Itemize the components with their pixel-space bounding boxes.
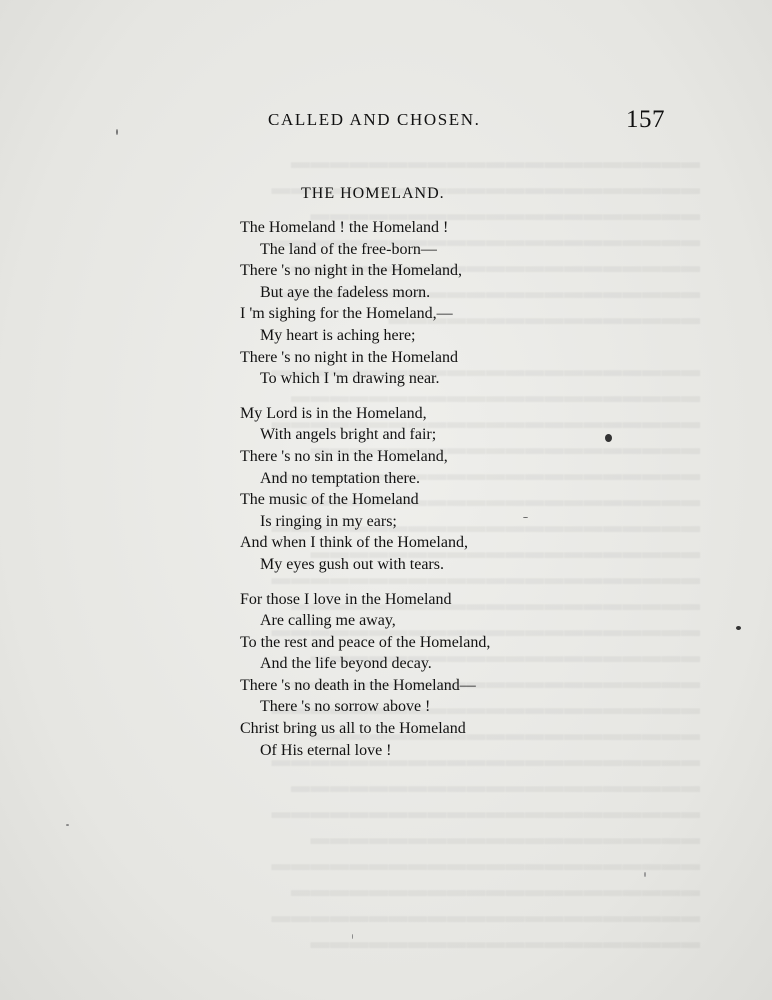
poem-line: There 's no death in the Homeland— [240, 676, 476, 694]
ink-speck [736, 626, 741, 630]
ink-speck [605, 434, 612, 442]
poem-line: To which I 'm drawing near. [260, 370, 440, 388]
poem-line: But aye the fadeless morn. [260, 283, 431, 301]
poem-line: The music of the Homeland [240, 491, 419, 509]
poem-line: My heart is aching here; [260, 326, 416, 344]
stanza [240, 403, 560, 576]
poem-line: Of His eternal love ! [260, 741, 392, 759]
poem-line: The Homeland ! the Homeland ! [240, 219, 449, 236]
poem-line: Is ringing in my ears; [260, 512, 397, 530]
ink-speck [644, 872, 646, 877]
poem-body [240, 217, 560, 761]
poem-title: THE HOMELAND. [301, 185, 445, 202]
ink-speck [116, 129, 118, 135]
poem-line: My Lord is in the Homeland, [240, 404, 427, 422]
poem-line: Christ bring us all to the Homeland [240, 720, 466, 738]
stanza [240, 589, 560, 762]
poem-line: I 'm sighing for the Homeland,— [240, 305, 453, 323]
poem-line: The land of the free-born— [260, 240, 437, 258]
poem-line: And when I think of the Homeland, [240, 534, 468, 552]
ink-speck [352, 934, 353, 939]
poem-line: To the rest and peace of the Homeland, [240, 633, 491, 651]
page-number: 157 [626, 106, 665, 133]
running-head: CALLED AND CHOSEN. [268, 110, 481, 129]
poem-line: And no temptation there. [260, 469, 420, 487]
poem-line: There 's no sorrow above ! [260, 698, 431, 716]
ink-speck [66, 824, 69, 826]
poem-line: There 's no night in the Homeland, [240, 262, 462, 280]
poem-line: There 's no sin in the Homeland, [240, 447, 448, 465]
poem-line: And the life beyond decay. [260, 655, 432, 673]
poem-line: My eyes gush out with tears. [260, 555, 444, 573]
poem-line: For those I love in the Homeland [240, 590, 452, 608]
poem-line: Are calling me away, [260, 612, 396, 630]
stanza [240, 217, 560, 390]
poem-line: There 's no night in the Homeland [240, 348, 458, 366]
ink-speck [523, 517, 528, 518]
poem-line: With angels bright and fair; [260, 426, 437, 444]
